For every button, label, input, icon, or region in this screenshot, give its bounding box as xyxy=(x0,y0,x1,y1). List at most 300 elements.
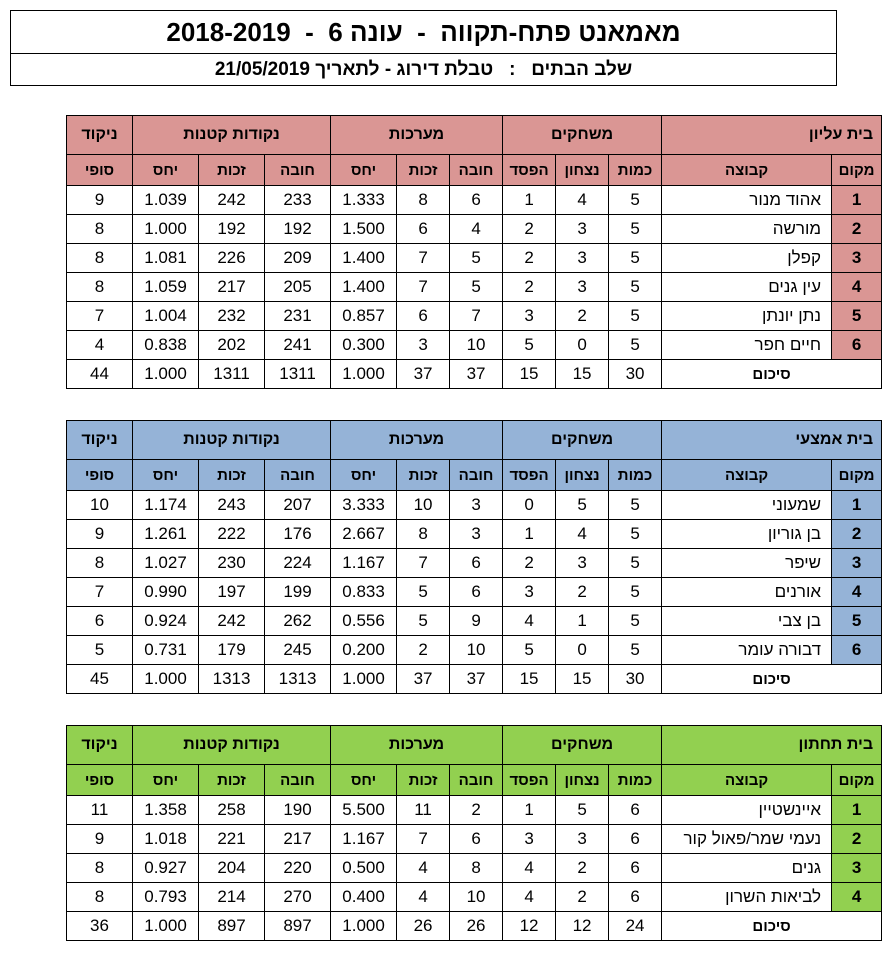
sa-cell: 7 xyxy=(397,825,450,854)
won-cell: 3 xyxy=(556,215,609,244)
team-cell: בן גוריון xyxy=(662,520,832,549)
score-header: ניקוד xyxy=(67,726,133,765)
pa-cell: 204 xyxy=(199,854,265,883)
played-cell: 5 xyxy=(609,244,662,273)
score-cell: 8 xyxy=(67,854,133,883)
col-rank: מקום xyxy=(832,155,882,186)
pf-cell: 245 xyxy=(265,636,331,665)
col-pts-against: זכות xyxy=(199,460,265,491)
col-final: סופי xyxy=(67,460,133,491)
lost-cell: 4 xyxy=(503,607,556,636)
points-header: נקודות קטנות xyxy=(133,421,331,460)
col-sets-ratio: יחס xyxy=(331,765,397,796)
team-cell: עין גנים xyxy=(662,273,832,302)
pr-cell: 1.081 xyxy=(133,244,199,273)
col-pts-ratio: יחס xyxy=(133,460,199,491)
score-cell: 9 xyxy=(67,186,133,215)
col-rank: מקום xyxy=(832,460,882,491)
team-cell: בן צבי xyxy=(662,607,832,636)
col-team: קבוצה xyxy=(662,155,832,186)
played-cell: 5 xyxy=(609,607,662,636)
rank-cell: 3 xyxy=(832,549,882,578)
sr-cell: 1.400 xyxy=(331,244,397,273)
sets-header: מערכות xyxy=(331,726,503,765)
won-cell: 3 xyxy=(556,273,609,302)
rank-cell: 6 xyxy=(832,331,882,360)
table-row xyxy=(11,302,882,331)
col-lost: הפסד xyxy=(503,460,556,491)
lost-cell: 2 xyxy=(503,549,556,578)
sf-cell: 6 xyxy=(450,825,503,854)
score-cell: 11 xyxy=(67,796,133,825)
pf-cell: 217 xyxy=(265,825,331,854)
pf-cell: 192 xyxy=(265,215,331,244)
sf-cell: 5 xyxy=(450,273,503,302)
score-header: ניקוד xyxy=(67,421,133,460)
table-row xyxy=(11,883,882,912)
sf-cell: 10 xyxy=(450,636,503,665)
won-cell: 0 xyxy=(556,636,609,665)
pr-cell: 1.039 xyxy=(133,186,199,215)
sa-cell: 6 xyxy=(397,215,450,244)
won-cell: 3 xyxy=(556,549,609,578)
rank-cell: 5 xyxy=(832,607,882,636)
total-played: 30 xyxy=(609,360,662,389)
rank-cell: 2 xyxy=(832,520,882,549)
sa-cell: 3 xyxy=(397,331,450,360)
played-cell: 5 xyxy=(609,331,662,360)
table-row xyxy=(11,825,882,854)
team-cell: נעמי שמר/פאול קור xyxy=(662,825,832,854)
games-header: משחקים xyxy=(503,116,662,155)
pr-cell: 0.793 xyxy=(133,883,199,912)
won-cell: 5 xyxy=(556,796,609,825)
score-cell: 4 xyxy=(67,331,133,360)
pa-cell: 226 xyxy=(199,244,265,273)
sa-cell: 5 xyxy=(397,607,450,636)
total-row xyxy=(11,912,882,941)
pf-cell: 224 xyxy=(265,549,331,578)
team-cell: גנים xyxy=(662,854,832,883)
pa-cell: 222 xyxy=(199,520,265,549)
team-cell: מורשה xyxy=(662,215,832,244)
team-cell: שמעוני xyxy=(662,491,832,520)
team-cell: דבורה עומר xyxy=(662,636,832,665)
total-sa: 37 xyxy=(397,360,450,389)
total-row xyxy=(11,360,882,389)
pr-cell: 1.059 xyxy=(133,273,199,302)
sets-header: מערכות xyxy=(331,421,503,460)
won-cell: 0 xyxy=(556,331,609,360)
sr-cell: 2.667 xyxy=(331,520,397,549)
total-sf: 37 xyxy=(450,360,503,389)
total-pa: 897 xyxy=(199,912,265,941)
lost-cell: 5 xyxy=(503,331,556,360)
pr-cell: 0.990 xyxy=(133,578,199,607)
col-pts-for: חובה xyxy=(265,155,331,186)
score-cell: 9 xyxy=(67,825,133,854)
team-cell: אורנים xyxy=(662,578,832,607)
pa-cell: 232 xyxy=(199,302,265,331)
sf-cell: 7 xyxy=(450,302,503,331)
pa-cell: 221 xyxy=(199,825,265,854)
pa-cell: 243 xyxy=(199,491,265,520)
pf-cell: 199 xyxy=(265,578,331,607)
sa-cell: 6 xyxy=(397,302,450,331)
rank-cell: 6 xyxy=(832,636,882,665)
sf-cell: 4 xyxy=(450,215,503,244)
table-row xyxy=(11,520,882,549)
won-cell: 3 xyxy=(556,825,609,854)
col-sets-against: זכות xyxy=(397,155,450,186)
col-played: כמות xyxy=(609,155,662,186)
table-row xyxy=(11,331,882,360)
sa-cell: 7 xyxy=(397,273,450,302)
score-cell: 5 xyxy=(67,636,133,665)
table-row xyxy=(11,578,882,607)
group-table-middle xyxy=(10,420,882,694)
rank-cell: 1 xyxy=(832,491,882,520)
total-row xyxy=(11,665,882,694)
total-won: 15 xyxy=(556,665,609,694)
pr-cell: 0.731 xyxy=(133,636,199,665)
sf-cell: 6 xyxy=(450,578,503,607)
pa-cell: 242 xyxy=(199,607,265,636)
score-cell: 8 xyxy=(67,549,133,578)
sr-cell: 0.857 xyxy=(331,302,397,331)
pr-cell: 1.174 xyxy=(133,491,199,520)
won-cell: 3 xyxy=(556,244,609,273)
pr-cell: 1.018 xyxy=(133,825,199,854)
total-score: 45 xyxy=(67,665,133,694)
total-won: 12 xyxy=(556,912,609,941)
score-cell: 6 xyxy=(67,607,133,636)
total-pf: 1311 xyxy=(265,360,331,389)
sf-cell: 8 xyxy=(450,854,503,883)
pr-cell: 0.838 xyxy=(133,331,199,360)
won-cell: 2 xyxy=(556,883,609,912)
group-table-lower xyxy=(10,725,882,941)
col-sets-for: חובה xyxy=(450,155,503,186)
pr-cell: 1.358 xyxy=(133,796,199,825)
lost-cell: 2 xyxy=(503,215,556,244)
sa-cell: 10 xyxy=(397,491,450,520)
team-cell: קפלן xyxy=(662,244,832,273)
group-title: בית עליון xyxy=(662,116,882,155)
played-cell: 6 xyxy=(609,883,662,912)
total-score: 44 xyxy=(67,360,133,389)
sf-cell: 3 xyxy=(450,520,503,549)
col-lost: הפסד xyxy=(503,765,556,796)
total-played: 24 xyxy=(609,912,662,941)
total-pr: 1.000 xyxy=(133,912,199,941)
lost-cell: 1 xyxy=(503,796,556,825)
col-final: סופי xyxy=(67,155,133,186)
col-played: כמות xyxy=(609,460,662,491)
pa-cell: 242 xyxy=(199,186,265,215)
total-played: 30 xyxy=(609,665,662,694)
col-sets-against: זכות xyxy=(397,765,450,796)
sr-cell: 0.200 xyxy=(331,636,397,665)
score-cell: 7 xyxy=(67,302,133,331)
table-row xyxy=(11,549,882,578)
col-won: נצחון xyxy=(556,460,609,491)
sr-cell: 0.400 xyxy=(331,883,397,912)
total-sa: 37 xyxy=(397,665,450,694)
played-cell: 5 xyxy=(609,186,662,215)
table-row xyxy=(11,273,882,302)
total-sr: 1.000 xyxy=(331,360,397,389)
lost-cell: 3 xyxy=(503,302,556,331)
pr-cell: 0.927 xyxy=(133,854,199,883)
group-title: בית אמצעי xyxy=(662,421,882,460)
pf-cell: 241 xyxy=(265,331,331,360)
won-cell: 4 xyxy=(556,186,609,215)
col-pts-ratio: יחס xyxy=(133,155,199,186)
pa-cell: 230 xyxy=(199,549,265,578)
won-cell: 5 xyxy=(556,491,609,520)
sr-cell: 1.333 xyxy=(331,186,397,215)
lost-cell: 5 xyxy=(503,636,556,665)
sf-cell: 2 xyxy=(450,796,503,825)
lost-cell: 3 xyxy=(503,825,556,854)
pf-cell: 205 xyxy=(265,273,331,302)
played-cell: 5 xyxy=(609,491,662,520)
col-rank: מקום xyxy=(832,765,882,796)
total-label: סיכום xyxy=(662,912,882,941)
table-row xyxy=(11,186,882,215)
score-cell: 8 xyxy=(67,273,133,302)
team-cell: לביאות השרון xyxy=(662,883,832,912)
sa-cell: 4 xyxy=(397,854,450,883)
pf-cell: 262 xyxy=(265,607,331,636)
team-cell: חיים חפר xyxy=(662,331,832,360)
pf-cell: 233 xyxy=(265,186,331,215)
sa-cell: 2 xyxy=(397,636,450,665)
sa-cell: 7 xyxy=(397,244,450,273)
rank-cell: 4 xyxy=(832,273,882,302)
col-pts-ratio: יחס xyxy=(133,765,199,796)
rank-cell: 5 xyxy=(832,302,882,331)
rank-cell: 4 xyxy=(832,578,882,607)
sr-cell: 5.500 xyxy=(331,796,397,825)
total-sr: 1.000 xyxy=(331,912,397,941)
won-cell: 2 xyxy=(556,578,609,607)
col-pts-against: זכות xyxy=(199,155,265,186)
total-won: 15 xyxy=(556,360,609,389)
sf-cell: 10 xyxy=(450,331,503,360)
sa-cell: 8 xyxy=(397,520,450,549)
pa-cell: 192 xyxy=(199,215,265,244)
col-final: סופי xyxy=(67,765,133,796)
table-row xyxy=(11,491,882,520)
pf-cell: 190 xyxy=(265,796,331,825)
table-row xyxy=(11,854,882,883)
pr-cell: 1.027 xyxy=(133,549,199,578)
rank-cell: 3 xyxy=(832,854,882,883)
table-row xyxy=(11,796,882,825)
total-label: סיכום xyxy=(662,665,882,694)
pr-cell: 1.000 xyxy=(133,215,199,244)
col-sets-for: חובה xyxy=(450,765,503,796)
total-score: 36 xyxy=(67,912,133,941)
col-pts-for: חובה xyxy=(265,460,331,491)
score-cell: 8 xyxy=(67,883,133,912)
pf-cell: 270 xyxy=(265,883,331,912)
total-pa: 1311 xyxy=(199,360,265,389)
rank-cell: 2 xyxy=(832,215,882,244)
sr-cell: 0.556 xyxy=(331,607,397,636)
sa-cell: 5 xyxy=(397,578,450,607)
rank-cell: 4 xyxy=(832,883,882,912)
score-cell: 8 xyxy=(67,244,133,273)
points-header: נקודות קטנות xyxy=(133,116,331,155)
total-lost: 15 xyxy=(503,665,556,694)
pa-cell: 214 xyxy=(199,883,265,912)
col-won: נצחון xyxy=(556,155,609,186)
total-sr: 1.000 xyxy=(331,665,397,694)
pa-cell: 217 xyxy=(199,273,265,302)
team-cell: שיפר xyxy=(662,549,832,578)
lost-cell: 2 xyxy=(503,273,556,302)
pa-cell: 197 xyxy=(199,578,265,607)
sr-cell: 0.500 xyxy=(331,854,397,883)
games-header: משחקים xyxy=(503,726,662,765)
sf-cell: 6 xyxy=(450,549,503,578)
pf-cell: 207 xyxy=(265,491,331,520)
won-cell: 2 xyxy=(556,854,609,883)
total-lost: 12 xyxy=(503,912,556,941)
pa-cell: 179 xyxy=(199,636,265,665)
score-header: ניקוד xyxy=(67,116,133,155)
sa-cell: 4 xyxy=(397,883,450,912)
pr-cell: 0.924 xyxy=(133,607,199,636)
col-sets-for: חובה xyxy=(450,460,503,491)
sa-cell: 8 xyxy=(397,186,450,215)
won-cell: 1 xyxy=(556,607,609,636)
score-cell: 10 xyxy=(67,491,133,520)
table-row xyxy=(11,607,882,636)
score-cell: 9 xyxy=(67,520,133,549)
pf-cell: 209 xyxy=(265,244,331,273)
points-header: נקודות קטנות xyxy=(133,726,331,765)
played-cell: 6 xyxy=(609,825,662,854)
table-row xyxy=(11,636,882,665)
rank-cell: 1 xyxy=(832,796,882,825)
total-label: סיכום xyxy=(662,360,882,389)
sr-cell: 0.300 xyxy=(331,331,397,360)
sr-cell: 3.333 xyxy=(331,491,397,520)
group-title: בית תחתון xyxy=(662,726,882,765)
pa-cell: 202 xyxy=(199,331,265,360)
total-pf: 897 xyxy=(265,912,331,941)
sf-cell: 10 xyxy=(450,883,503,912)
score-cell: 8 xyxy=(67,215,133,244)
sf-cell: 3 xyxy=(450,491,503,520)
total-pf: 1313 xyxy=(265,665,331,694)
played-cell: 5 xyxy=(609,520,662,549)
rank-cell: 3 xyxy=(832,244,882,273)
sr-cell: 1.167 xyxy=(331,825,397,854)
lost-cell: 3 xyxy=(503,578,556,607)
played-cell: 5 xyxy=(609,578,662,607)
sf-cell: 9 xyxy=(450,607,503,636)
sets-header: מערכות xyxy=(331,116,503,155)
page-subtitle: שלב הבתים : טבלת דירוג - לתאריך 21/05/2019 xyxy=(10,54,837,86)
played-cell: 6 xyxy=(609,796,662,825)
table-row xyxy=(11,215,882,244)
page-title: מאמאנט פתח-תקווה - עונה 6 - 2018-2019 xyxy=(10,10,837,54)
sr-cell: 1.500 xyxy=(331,215,397,244)
total-sf: 26 xyxy=(450,912,503,941)
played-cell: 5 xyxy=(609,215,662,244)
col-sets-against: זכות xyxy=(397,460,450,491)
pa-cell: 258 xyxy=(199,796,265,825)
team-cell: אהוד מנור xyxy=(662,186,832,215)
lost-cell: 4 xyxy=(503,854,556,883)
games-header: משחקים xyxy=(503,421,662,460)
sf-cell: 6 xyxy=(450,186,503,215)
pf-cell: 220 xyxy=(265,854,331,883)
pf-cell: 231 xyxy=(265,302,331,331)
lost-cell: 0 xyxy=(503,491,556,520)
won-cell: 4 xyxy=(556,520,609,549)
won-cell: 2 xyxy=(556,302,609,331)
table-row xyxy=(11,244,882,273)
played-cell: 6 xyxy=(609,854,662,883)
sr-cell: 0.833 xyxy=(331,578,397,607)
sa-cell: 7 xyxy=(397,549,450,578)
col-team: קבוצה xyxy=(662,460,832,491)
total-sf: 37 xyxy=(450,665,503,694)
pr-cell: 1.261 xyxy=(133,520,199,549)
pr-cell: 1.004 xyxy=(133,302,199,331)
sr-cell: 1.167 xyxy=(331,549,397,578)
score-cell: 7 xyxy=(67,578,133,607)
total-pa: 1313 xyxy=(199,665,265,694)
lost-cell: 2 xyxy=(503,244,556,273)
lost-cell: 1 xyxy=(503,186,556,215)
sa-cell: 11 xyxy=(397,796,450,825)
total-pr: 1.000 xyxy=(133,360,199,389)
col-team: קבוצה xyxy=(662,765,832,796)
sr-cell: 1.400 xyxy=(331,273,397,302)
played-cell: 5 xyxy=(609,273,662,302)
played-cell: 5 xyxy=(609,302,662,331)
total-pr: 1.000 xyxy=(133,665,199,694)
col-lost: הפסד xyxy=(503,155,556,186)
col-sets-ratio: יחס xyxy=(331,460,397,491)
played-cell: 5 xyxy=(609,549,662,578)
played-cell: 5 xyxy=(609,636,662,665)
lost-cell: 4 xyxy=(503,883,556,912)
lost-cell: 1 xyxy=(503,520,556,549)
total-lost: 15 xyxy=(503,360,556,389)
col-pts-against: זכות xyxy=(199,765,265,796)
col-pts-for: חובה xyxy=(265,765,331,796)
total-sa: 26 xyxy=(397,912,450,941)
team-cell: איינשטיין xyxy=(662,796,832,825)
group-table-upper xyxy=(10,115,882,389)
col-won: נצחון xyxy=(556,765,609,796)
rank-cell: 2 xyxy=(832,825,882,854)
rank-cell: 1 xyxy=(832,186,882,215)
col-played: כמות xyxy=(609,765,662,796)
sf-cell: 5 xyxy=(450,244,503,273)
team-cell: נתן יונתן xyxy=(662,302,832,331)
pf-cell: 176 xyxy=(265,520,331,549)
col-sets-ratio: יחס xyxy=(331,155,397,186)
